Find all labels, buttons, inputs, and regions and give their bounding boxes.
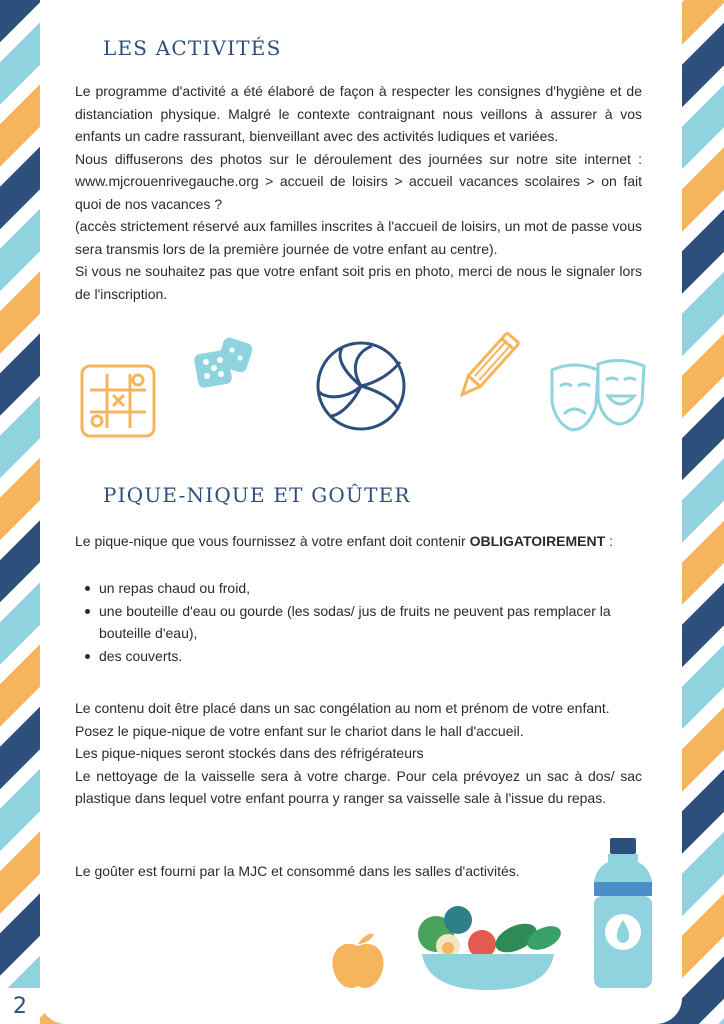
picnic-details <box>75 697 642 810</box>
paragraph: Le goûter est fourni par la MJC et consommé dans les salles d'activités. <box>75 863 520 879</box>
theater-masks-icon <box>548 358 648 440</box>
list-item: des couverts. <box>75 645 642 668</box>
apple-icon <box>330 930 386 992</box>
paragraph: Posez le pique-nique de votre enfant sur le chariot dans le hall d'accueil. <box>75 722 524 739</box>
intro-emphasis: OBLIGATOIREMENT <box>469 533 606 549</box>
paragraph: Si vous ne souhaitez pas que votre enfant soit pris en photo, merci de nous le signaler lors de l'inscription. <box>75 263 642 302</box>
list-item: un repas chaud ou froid, <box>75 577 642 600</box>
section-title-pique-nique: PIQUE-NIQUE ET GOÛTER <box>103 483 411 507</box>
activities-text <box>75 80 642 305</box>
dice-icon <box>192 334 256 394</box>
pencil-icon <box>452 326 522 408</box>
section-title-activites: LES ACTIVITÉS <box>103 36 282 60</box>
picnic-intro <box>75 530 642 553</box>
salad-bowl-icon <box>408 904 568 994</box>
intro-text: Le pique-nique que vous fournissez à votre enfant doit contenir <box>75 533 470 549</box>
picnic-requirements-list <box>75 577 642 667</box>
paragraph: Les pique-niques seront stockés dans des réfrigérateurs <box>75 745 424 761</box>
water-bottle-icon <box>590 836 656 992</box>
page-number: 2 <box>0 988 40 1024</box>
volleyball-icon <box>314 340 408 432</box>
paragraph: Nous diffuserons des photos sur le déroulement des journées sur notre site internet : www.mjcrouenrivegauche.org > accueil de loisirs > accueil vacances scolaires > on fait quoi de nos vacances ? <box>75 150 642 212</box>
paragraph: (accès strictement réservé aux familles inscrites à l'accueil de loisirs, un mot de passe vous sera transmis lors de la première journée de votre enfant au centre). <box>75 218 642 257</box>
paragraph: Le nettoyage de la vaisselle sera à votre charge. Pour cela prévoyez un sac à dos/ sac plastique dans lequel votre enfant pourra y ranger sa vaisselle sale à l'issue du repas. <box>75 767 642 806</box>
tic-tac-toe-icon <box>80 364 156 438</box>
list-item: une bouteille d'eau ou gourde (les sodas/ jus de fruits ne peuvent pas remplacer la bouteille d'eau), <box>75 600 642 645</box>
paragraph: Le contenu doit être placé dans un sac congélation au nom et prénom de votre enfant. <box>75 700 610 716</box>
intro-colon: : <box>605 533 613 549</box>
snack-text <box>75 860 575 883</box>
paragraph: Le programme d'activité a été élaboré de façon à respecter les consignes d'hygiène et de distanciation physique. Malgré le contexte contraignant nous veillons à assurer à vos enfants un cadre rassurant, bienveillant avec des activités ludiques et variées. <box>75 83 642 144</box>
